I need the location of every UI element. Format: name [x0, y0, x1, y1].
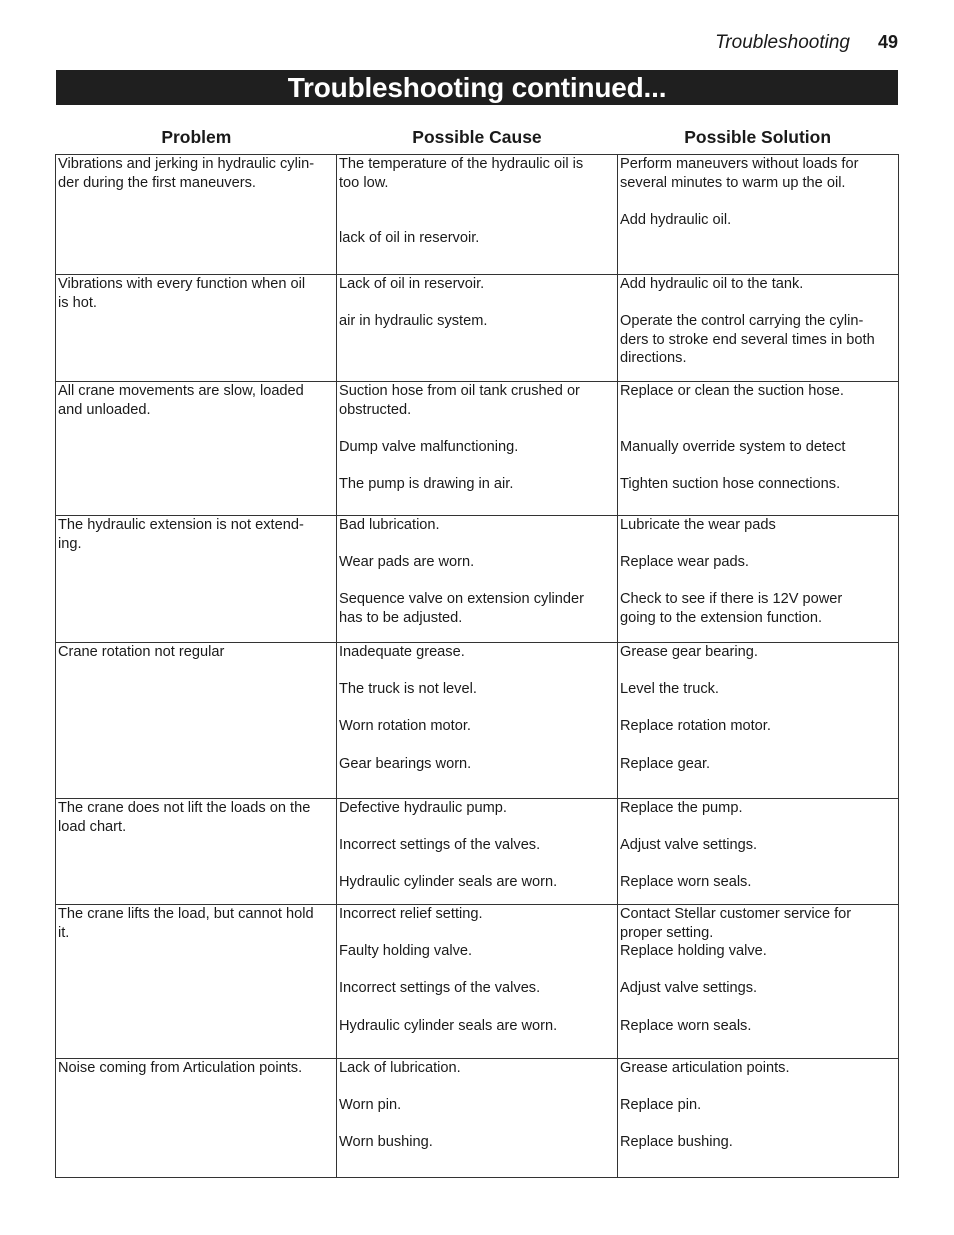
- problem-cell: Crane rotation not regular: [58, 644, 225, 660]
- table-row: [56, 516, 899, 643]
- cause-cell: The temperature of the hydraulic oil is too low. lack of oil in reservoir.: [339, 156, 584, 247]
- page-title: Troubleshooting continued...: [287, 71, 667, 103]
- cause-cell: Lack of oil in reservoir. air in hydraulic system.: [339, 276, 488, 330]
- troubleshooting-table: [55, 154, 899, 1178]
- running-header: [715, 32, 898, 56]
- cause-cell: Incorrect relief setting. Faulty holding valve. Incorrect settings of the valves. Hydraulic cylinder seals are worn.: [339, 906, 558, 1034]
- page-number: 49: [877, 32, 898, 52]
- title-bar: [56, 70, 898, 105]
- problem-cell: Noise coming from Articulation points.: [58, 1060, 303, 1076]
- solution-cell: Contact Stellar customer service for proper setting. Replace holding valve. Adjust valve settings. Replace worn seals.: [620, 906, 852, 1034]
- table-row: [56, 382, 899, 516]
- table-row: [56, 643, 899, 799]
- solution-cell: Add hydraulic oil to the tank. Operate the control carrying the cylin- ders to stroke end several times in both directions.: [620, 276, 875, 367]
- cause-cell: Lack of lubrication. Worn pin. Worn bushing.: [339, 1060, 461, 1151]
- table-row: [56, 905, 899, 1059]
- table-row: [56, 155, 899, 275]
- cause-cell: Inadequate grease. The truck is not level. Worn rotation motor. Gear bearings worn.: [339, 644, 477, 772]
- solution-cell: Lubricate the wear pads Replace wear pads. Check to see if there is 12V power going to the extension function.: [620, 517, 843, 626]
- table-row: [56, 799, 899, 905]
- column-header-cause: Possible Cause: [412, 127, 542, 147]
- table-row: [56, 1059, 899, 1178]
- table-row: [56, 275, 899, 382]
- solution-cell: Grease articulation points. Replace pin. Replace bushing.: [620, 1060, 790, 1151]
- section-name: Troubleshooting: [715, 32, 850, 53]
- solution-cell: Grease gear bearing. Level the truck. Replace rotation motor. Replace gear.: [620, 644, 771, 772]
- problem-cell: Vibrations with every function when oil is hot.: [58, 276, 306, 311]
- cause-cell: Defective hydraulic pump. Incorrect settings of the valves. Hydraulic cylinder seals are worn.: [339, 800, 558, 891]
- solution-cell: Perform maneuvers without loads for several minutes to warm up the oil. Add hydraulic oil.: [620, 156, 859, 228]
- cause-cell: Suction hose from oil tank crushed or obstructed. Dump valve malfunctioning. The pump is drawing in air.: [339, 383, 580, 492]
- solution-cell: Replace or clean the suction hose. Manually override system to detect Tighten suction hose connections.: [620, 383, 846, 492]
- column-header-solution: Possible Solution: [684, 127, 832, 147]
- problem-cell: The crane lifts the load, but cannot hold it.: [58, 906, 314, 941]
- problem-cell: The crane does not lift the loads on the load chart.: [58, 800, 311, 835]
- problem-cell: All crane movements are slow, loaded and unloaded.: [58, 383, 304, 418]
- solution-cell: Replace the pump. Adjust valve settings. Replace worn seals.: [620, 800, 758, 891]
- cause-cell: Bad lubrication. Wear pads are worn. Sequence valve on extension cylinder has to be adjusted.: [339, 517, 585, 626]
- column-header-problem: Problem: [161, 127, 232, 147]
- column-headers: [56, 127, 898, 151]
- problem-cell: Vibrations and jerking in hydraulic cylin- der during the first maneuvers.: [58, 156, 315, 191]
- problem-cell: The hydraulic extension is not extend- ing.: [58, 517, 304, 552]
